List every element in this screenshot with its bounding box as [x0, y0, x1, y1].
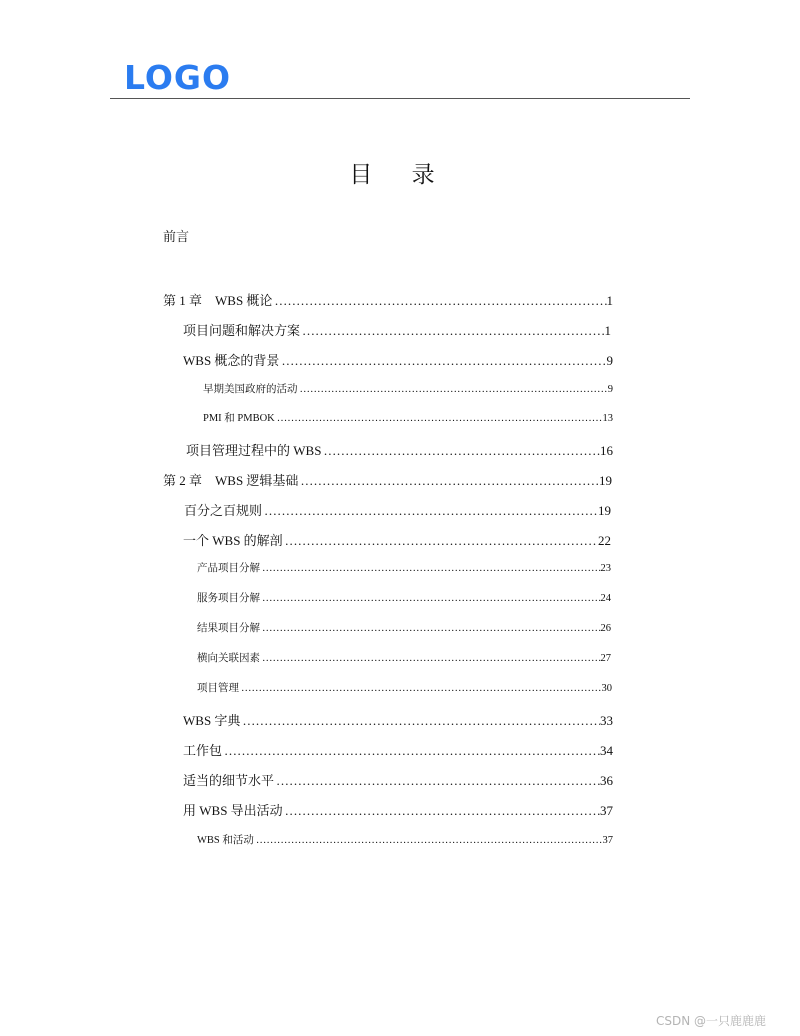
- toc-entry-page: 27: [600, 653, 611, 664]
- toc-entry-page: 13: [602, 413, 613, 424]
- toc-dot-leader: [262, 503, 598, 519]
- toc-entry[interactable]: [197, 650, 611, 665]
- toc-entry-page: 37: [600, 803, 613, 818]
- toc-dot-leader: [254, 835, 603, 846]
- toc-title: 目 录: [349, 162, 451, 188]
- toc-dot-leader: [275, 413, 603, 424]
- toc-entry-label: 产品项目分解: [197, 563, 260, 574]
- toc-entry-label: 项目问题和解决方案: [183, 323, 301, 338]
- toc-entry[interactable]: [203, 410, 613, 425]
- toc-entry-label: 第 2 章 WBS 逻辑基础: [163, 473, 299, 488]
- toc-entry-page: 9: [607, 384, 613, 395]
- toc-dot-leader: [283, 533, 598, 549]
- toc-entry-page: 30: [601, 683, 612, 694]
- toc-dot-leader: [279, 353, 606, 369]
- toc-entry-page: 36: [600, 773, 613, 788]
- toc-entry-page: 33: [600, 713, 613, 728]
- toc-entry-page: 9: [606, 353, 613, 368]
- toc-dot-leader: [260, 563, 601, 574]
- toc-entry[interactable]: [186, 440, 613, 459]
- toc-entry[interactable]: [203, 381, 613, 396]
- toc-dot-leader: [272, 293, 606, 309]
- toc-entry[interactable]: [183, 350, 613, 369]
- toc-dot-leader: [260, 623, 601, 634]
- toc-entry-page: 1: [604, 323, 611, 338]
- toc-entry-page: 16: [600, 443, 613, 458]
- toc-entry[interactable]: [197, 832, 613, 847]
- toc-entry-label: 结果项目分解: [197, 623, 260, 634]
- toc-entry-page: 19: [599, 473, 612, 488]
- toc-entry-label: 用 WBS 导出活动: [183, 803, 283, 818]
- toc-preface[interactable]: 前言: [163, 229, 190, 244]
- toc-entry[interactable]: [183, 710, 613, 729]
- toc-dot-leader: [298, 384, 608, 395]
- toc-entry-page: 1: [606, 293, 613, 308]
- toc-entry-label: 横向关联因素: [197, 653, 260, 664]
- toc-entry-label: 百分之百规则: [184, 503, 263, 518]
- logo: LOGO: [124, 58, 232, 97]
- toc-entry-page: 23: [600, 563, 611, 574]
- toc-entry-label: 第 1 章 WBS 概论: [163, 293, 273, 308]
- toc-entry-label: 一个 WBS 的解剖: [183, 533, 283, 548]
- toc-entry[interactable]: [163, 470, 612, 489]
- toc-entry-page: 34: [600, 743, 613, 758]
- toc-entry[interactable]: [183, 320, 611, 339]
- header-rule: [110, 98, 690, 99]
- toc-dot-leader: [300, 323, 604, 339]
- toc-dot-leader: [298, 473, 599, 489]
- toc-entry-page: 37: [602, 835, 613, 846]
- toc-entry[interactable]: [184, 500, 611, 519]
- toc-entry-label: WBS 和活动: [197, 835, 254, 846]
- toc-dot-leader: [222, 743, 600, 759]
- toc-dot-leader: [239, 683, 602, 694]
- toc-entry[interactable]: [197, 680, 612, 695]
- toc-dot-leader: [274, 773, 600, 789]
- toc-dot-leader: [260, 653, 601, 664]
- toc-entry[interactable]: [197, 590, 611, 605]
- toc-dot-leader: [321, 443, 600, 459]
- toc-entry[interactable]: [183, 770, 613, 789]
- toc-entry-label: 适当的细节水平: [183, 773, 275, 788]
- toc-entry-page: 24: [600, 593, 611, 604]
- toc-entry[interactable]: [163, 290, 613, 309]
- toc-entry[interactable]: [183, 530, 611, 549]
- toc-entry-label: 工作包: [183, 743, 223, 758]
- toc-dot-leader: [283, 803, 600, 819]
- toc-entry-label: 项目管理: [197, 683, 239, 694]
- toc-entry[interactable]: [197, 560, 611, 575]
- toc-entry[interactable]: [183, 740, 613, 759]
- toc-entry-label: WBS 概念的背景: [183, 353, 280, 368]
- toc-entry-label: 项目管理过程中的 WBS: [186, 443, 322, 458]
- toc-entry-page: 22: [598, 533, 611, 548]
- toc-entry-label: 服务项目分解: [197, 593, 260, 604]
- toc-entry-label: WBS 字典: [183, 713, 241, 728]
- toc-entry-label: PMI 和 PMBOK: [203, 413, 275, 424]
- toc-entry[interactable]: [183, 800, 613, 819]
- toc-entry[interactable]: [197, 620, 611, 635]
- toc-dot-leader: [240, 713, 600, 729]
- toc-entry-label: 早期美国政府的活动: [203, 384, 298, 395]
- toc-dot-leader: [260, 593, 601, 604]
- watermark: CSDN @一只鹿鹿鹿: [656, 1014, 767, 1028]
- toc-entry-page: 26: [600, 623, 611, 634]
- toc-entry-page: 19: [598, 503, 611, 518]
